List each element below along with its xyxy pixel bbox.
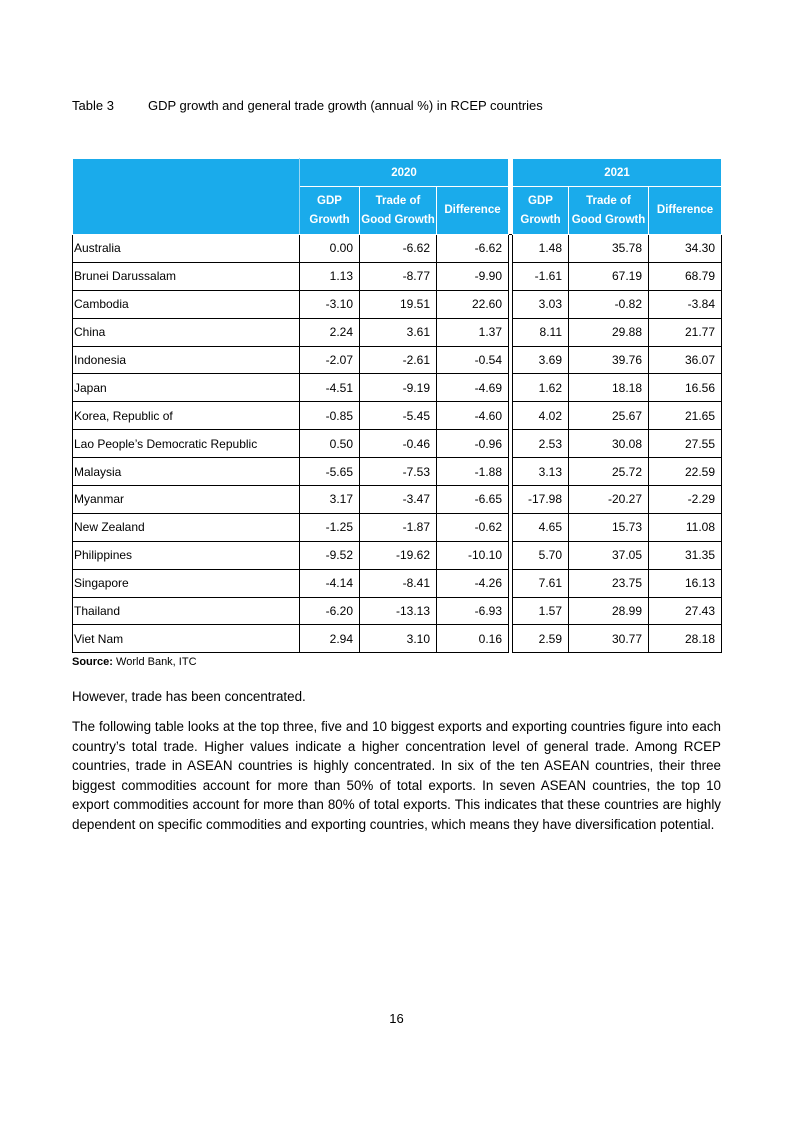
value-cell: 3.17: [300, 486, 360, 514]
value-cell: 19.51: [360, 290, 437, 318]
value-cell: 4.02: [513, 402, 569, 430]
value-cell: -8.41: [360, 569, 437, 597]
value-cell: 3.13: [513, 458, 569, 486]
table-row: [73, 346, 722, 374]
value-cell: 2.53: [513, 430, 569, 458]
country-cell: Cambodia: [73, 290, 300, 318]
col-header-trade-2020: Trade of Good Growth: [360, 187, 437, 235]
table-caption: [72, 98, 543, 113]
col-header-gdp-2021: GDP Growth: [513, 187, 569, 235]
source-label: Source:: [72, 656, 113, 668]
value-cell: -1.61: [513, 262, 569, 290]
source-text: World Bank, ITC: [116, 656, 197, 668]
country-cell: Indonesia: [73, 346, 300, 374]
value-cell: 29.88: [569, 318, 649, 346]
value-cell: 1.57: [513, 597, 569, 625]
value-cell: -6.65: [437, 486, 509, 514]
country-cell: Singapore: [73, 569, 300, 597]
country-cell: Korea, Republic of: [73, 402, 300, 430]
table-row: [73, 430, 722, 458]
value-cell: 1.48: [513, 235, 569, 263]
value-cell: 67.19: [569, 262, 649, 290]
value-cell: 37.05: [569, 541, 649, 569]
value-cell: 27.43: [649, 597, 722, 625]
table-row: [73, 513, 722, 541]
value-cell: 4.65: [513, 513, 569, 541]
table-row: [73, 541, 722, 569]
value-cell: -3.84: [649, 290, 722, 318]
value-cell: 22.60: [437, 290, 509, 318]
value-cell: 3.10: [360, 625, 437, 653]
table-row: [73, 486, 722, 514]
value-cell: 16.13: [649, 569, 722, 597]
country-cell: Thailand: [73, 597, 300, 625]
table-row: [73, 262, 722, 290]
value-cell: -9.52: [300, 541, 360, 569]
value-cell: 25.72: [569, 458, 649, 486]
country-cell: China: [73, 318, 300, 346]
value-cell: 68.79: [649, 262, 722, 290]
value-cell: 2.94: [300, 625, 360, 653]
table-row: [73, 402, 722, 430]
country-cell: Philippines: [73, 541, 300, 569]
value-cell: -2.07: [300, 346, 360, 374]
country-cell: Japan: [73, 374, 300, 402]
table-row: [73, 458, 722, 486]
value-cell: 3.03: [513, 290, 569, 318]
country-cell: Brunei Darussalam: [73, 262, 300, 290]
value-cell: -3.47: [360, 486, 437, 514]
value-cell: -0.85: [300, 402, 360, 430]
country-cell: New Zealand: [73, 513, 300, 541]
source-note: [72, 656, 197, 668]
value-cell: -4.60: [437, 402, 509, 430]
value-cell: 0.50: [300, 430, 360, 458]
table-number: Table 3: [72, 98, 114, 113]
value-cell: -1.87: [360, 513, 437, 541]
value-cell: -6.62: [360, 235, 437, 263]
value-cell: 22.59: [649, 458, 722, 486]
value-cell: 27.55: [649, 430, 722, 458]
value-cell: -2.61: [360, 346, 437, 374]
value-cell: -6.20: [300, 597, 360, 625]
value-cell: -19.62: [360, 541, 437, 569]
value-cell: 1.62: [513, 374, 569, 402]
value-cell: 39.76: [569, 346, 649, 374]
value-cell: -9.19: [360, 374, 437, 402]
col-header-gdp-2020: GDP Growth: [300, 187, 360, 235]
value-cell: -0.62: [437, 513, 509, 541]
value-cell: 15.73: [569, 513, 649, 541]
page-number: 16: [389, 1011, 404, 1026]
value-cell: -0.96: [437, 430, 509, 458]
value-cell: 31.35: [649, 541, 722, 569]
table-row: [73, 625, 722, 653]
value-cell: 23.75: [569, 569, 649, 597]
table-title: GDP growth and general trade growth (annual %) in RCEP countries: [148, 98, 543, 113]
country-cell: Malaysia: [73, 458, 300, 486]
value-cell: 8.11: [513, 318, 569, 346]
col-header-trade-2021: Trade of Good Growth: [569, 187, 649, 235]
value-cell: -13.13: [360, 597, 437, 625]
value-cell: -6.62: [437, 235, 509, 263]
country-cell: Viet Nam: [73, 625, 300, 653]
value-cell: 36.07: [649, 346, 722, 374]
table-row: [73, 569, 722, 597]
value-cell: -2.29: [649, 486, 722, 514]
value-cell: -7.53: [360, 458, 437, 486]
value-cell: 0.00: [300, 235, 360, 263]
value-cell: 30.08: [569, 430, 649, 458]
value-cell: -1.88: [437, 458, 509, 486]
gdp-trade-table: [72, 158, 722, 653]
value-cell: 28.99: [569, 597, 649, 625]
value-cell: 1.13: [300, 262, 360, 290]
value-cell: -1.25: [300, 513, 360, 541]
value-cell: -20.27: [569, 486, 649, 514]
value-cell: 3.61: [360, 318, 437, 346]
value-cell: -4.69: [437, 374, 509, 402]
value-cell: 25.67: [569, 402, 649, 430]
value-cell: 28.18: [649, 625, 722, 653]
value-cell: -5.65: [300, 458, 360, 486]
value-cell: -8.77: [360, 262, 437, 290]
country-cell: Myanmar: [73, 486, 300, 514]
table-row: [73, 597, 722, 625]
table-row: [73, 235, 722, 263]
country-cell: Lao People’s Democratic Republic: [73, 430, 300, 458]
value-cell: -0.82: [569, 290, 649, 318]
paragraph-body: The following table looks at the top three, five and 10 biggest exports and exporting countries figure into each country’s total trade. Higher values indicate a higher concentration level of general trade. Among RCEP countries, trade in ASEAN countries is highly concentrated. In six of the ten ASEAN countries, their three biggest commodities account for more than 50% of total exports. In seven ASEAN countries, the top 10 export commodities account for more than 80% of total exports. This indicates that these countries are highly dependent on specific commodities and exporting countries, which means they have diversification potential.: [72, 719, 721, 832]
year-header-2021: 2021: [513, 159, 722, 187]
value-cell: 3.69: [513, 346, 569, 374]
value-cell: -10.10: [437, 541, 509, 569]
value-cell: -4.14: [300, 569, 360, 597]
country-cell: Australia: [73, 235, 300, 263]
value-cell: 0.16: [437, 625, 509, 653]
table-row: [73, 290, 722, 318]
table-body: [73, 235, 722, 653]
paragraph-intro: However, trade has been concentrated.: [72, 689, 306, 704]
value-cell: 5.70: [513, 541, 569, 569]
year-header-2020: 2020: [300, 159, 509, 187]
value-cell: -17.98: [513, 486, 569, 514]
value-cell: -3.10: [300, 290, 360, 318]
value-cell: 1.37: [437, 318, 509, 346]
value-cell: 21.65: [649, 402, 722, 430]
value-cell: -4.51: [300, 374, 360, 402]
value-cell: 16.56: [649, 374, 722, 402]
col-header-diff-2021: Difference: [649, 187, 722, 235]
value-cell: -4.26: [437, 569, 509, 597]
value-cell: -6.93: [437, 597, 509, 625]
value-cell: -9.90: [437, 262, 509, 290]
value-cell: -5.45: [360, 402, 437, 430]
value-cell: 34.30: [649, 235, 722, 263]
value-cell: 18.18: [569, 374, 649, 402]
value-cell: 35.78: [569, 235, 649, 263]
col-header-diff-2020: Difference: [437, 187, 509, 235]
value-cell: -0.54: [437, 346, 509, 374]
header-blank-cell: [73, 159, 300, 235]
table-row: [73, 318, 722, 346]
value-cell: 11.08: [649, 513, 722, 541]
value-cell: -0.46: [360, 430, 437, 458]
value-cell: 2.59: [513, 625, 569, 653]
value-cell: 2.24: [300, 318, 360, 346]
value-cell: 30.77: [569, 625, 649, 653]
value-cell: 7.61: [513, 569, 569, 597]
value-cell: 21.77: [649, 318, 722, 346]
table-row: [73, 374, 722, 402]
